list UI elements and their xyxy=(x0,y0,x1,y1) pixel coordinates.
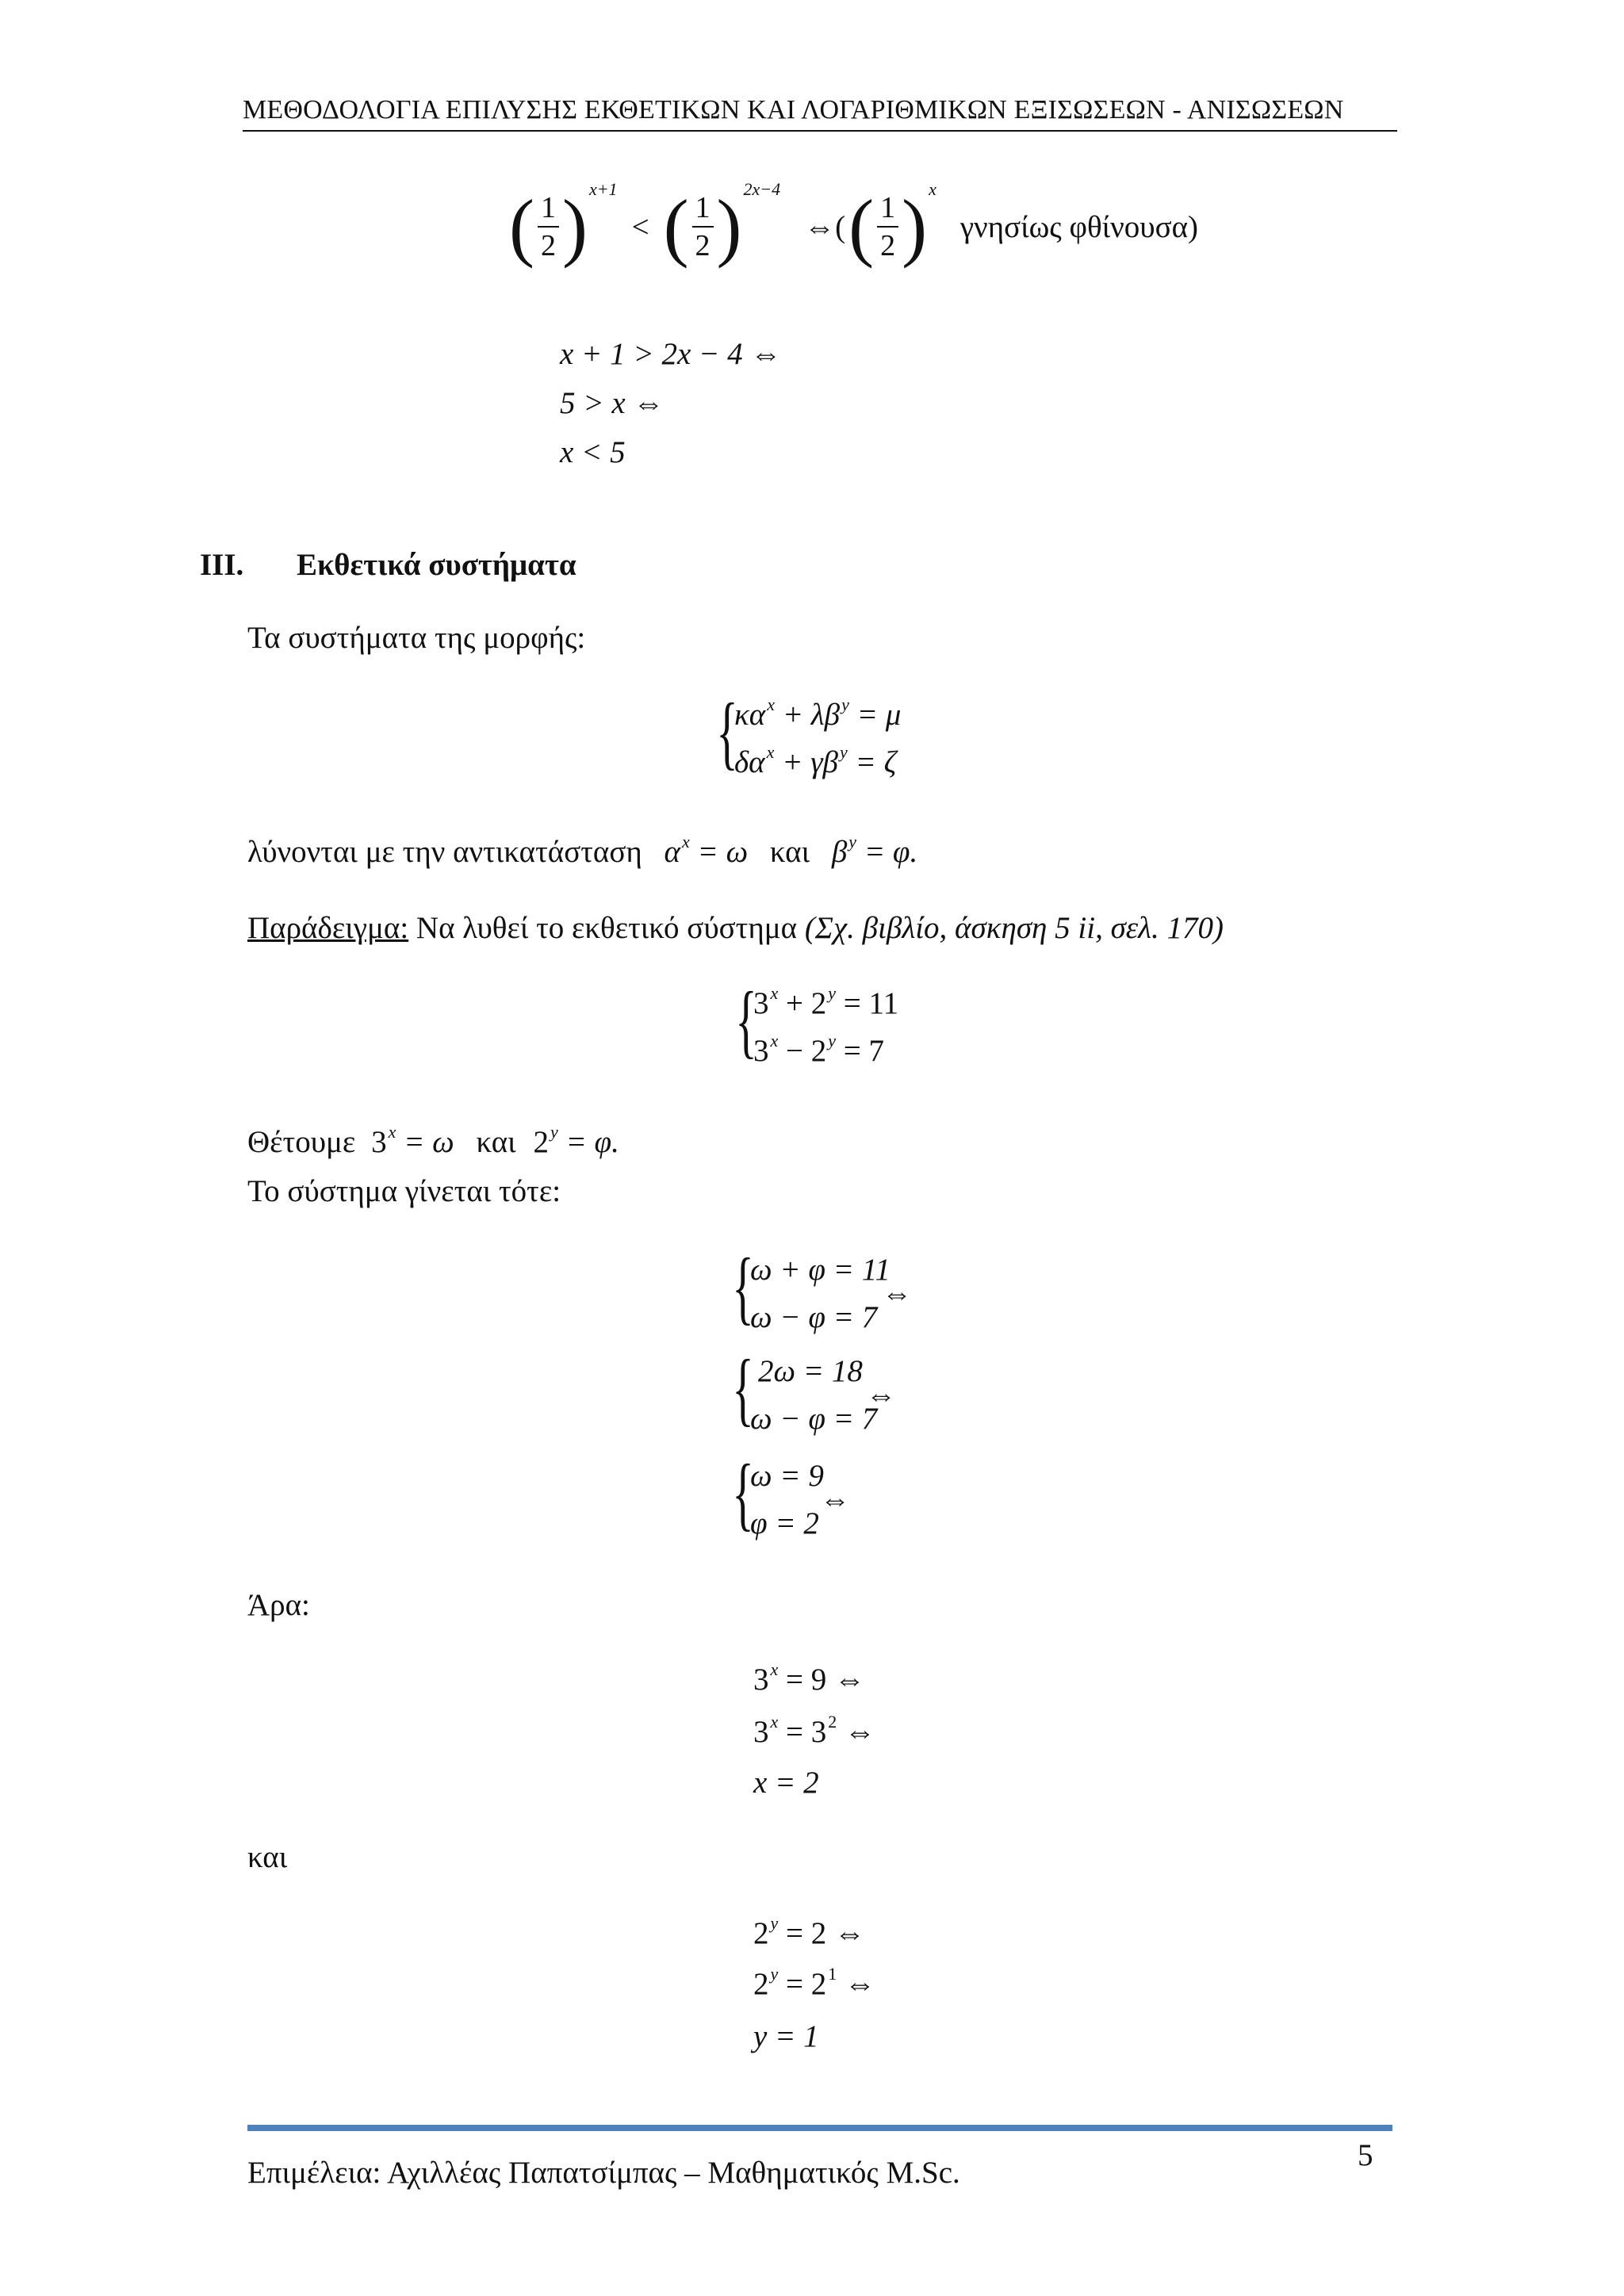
section-title: Εκθετικά συστήματα xyxy=(297,548,576,582)
set-line: Θέτουμε $3^x = \omega$ και $2^y = \varphi$. xyxy=(247,1122,619,1159)
kai-text: και xyxy=(247,1840,288,1874)
intro-text: Τα συστήματα της μορφής: xyxy=(247,621,586,655)
header-rule xyxy=(243,130,1397,132)
x-solution-2: $3^x = 3^2$ ⇔ xyxy=(753,1712,876,1749)
page-number: 5 xyxy=(1358,2138,1373,2172)
ineq-line-2: 5 > x ⇔ xyxy=(560,386,665,420)
example-line: Παράδειγμα: Να λυθεί το εκθετικό σύστημα (Σχ. βιβλίο, άσκηση 5 ii, σελ. 170) xyxy=(247,911,1224,945)
substitution-line: λύνονται με την αντικατάσταση $\alpha^x = \omega$ και $\beta^y = \varphi$. xyxy=(247,832,918,869)
footer-credit: Επιμέλεια: Αχιλλέας Παπατσίμπας – Μαθηματικός M.Sc. xyxy=(247,2156,960,2190)
y-solution-2: $2^y = 2^1$ ⇔ xyxy=(753,1964,876,2001)
page-header: ΜΕΘΟΔΟΛΟΓΙΑ ΕΠΙΛΥΣΗΣ ΕΚΘΕΤΙΚΩΝ ΚΑΙ ΛΟΓΑΡΙΘΜΙΚΩΝ ΕΞΙΣΩΣΕΩΝ - ΑΝΙΣΩΣΕΩΝ xyxy=(243,95,1344,124)
ineq-line-1: x + 1 > 2x − 4 ⇔ xyxy=(560,337,782,371)
footer-rule xyxy=(247,2125,1392,2131)
becomes-text: Το σύστημα γίνεται τότε: xyxy=(247,1174,561,1208)
x-solution-1: $3^x = 9$ ⇔ xyxy=(753,1659,866,1697)
ara-text: Άρα: xyxy=(247,1588,310,1622)
y-solution-3: y = 1 xyxy=(753,2019,819,2053)
ineq-line-3c: x < 5 xyxy=(560,435,626,469)
y-solution-1: $2^y = 2$ ⇔ xyxy=(753,1913,866,1950)
x-solution-3: x = 2 xyxy=(753,1766,819,1800)
fraction-inequality: ( $\frac{1}{2}$ )$^{x+1}$ < ( $\frac{1}{2}$ )$^{2x-4}$ ⇔( ( $\frac{1}{2}$ )$^x$ γνησίως φθίνουσα) xyxy=(509,178,1199,269)
section-number: III. xyxy=(200,548,244,582)
